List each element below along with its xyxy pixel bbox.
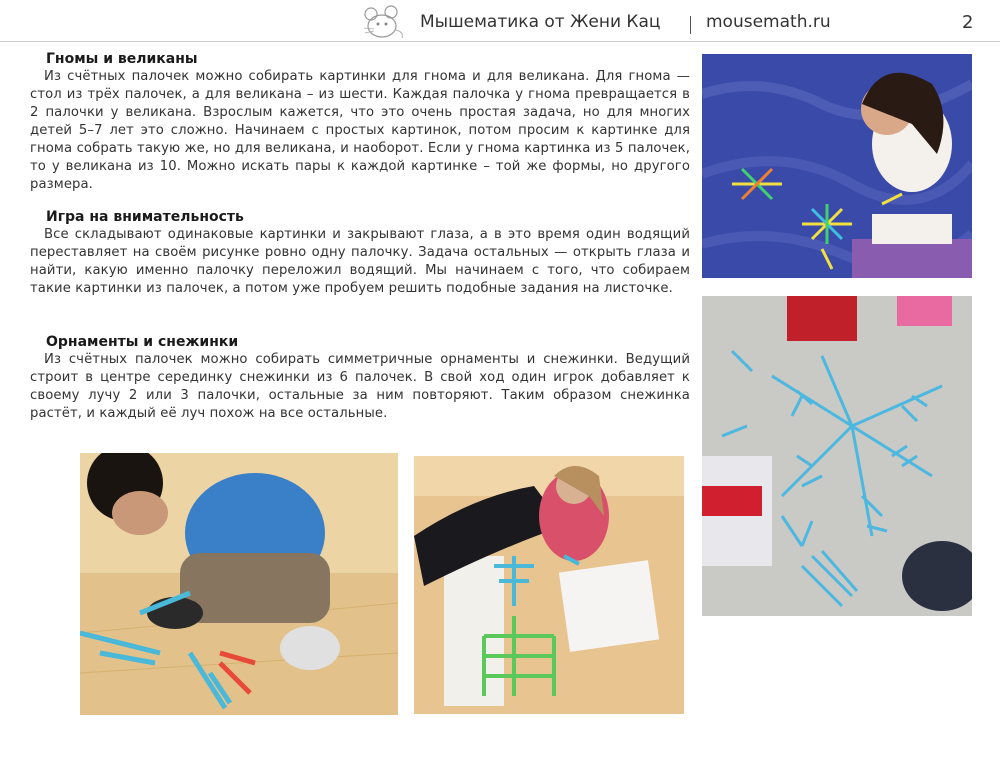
section-heading: Игра на внимательность (46, 209, 244, 225)
header-title: Мышематика от Жени Кац (420, 12, 661, 32)
section-paragraph: Из счётных палочек можно собирать картинки для гнома и для великана. Для гнома — стол из трёх палочек, а для великана – из шести. Каждая палочка у гнома превращается в 2 палочки у великана. Взрослым кажется, что это очень простая задача, но для многих детей 5–7 лет это сложно. Начинаем с простых картинок, потом просим к картинке для гнома собрать такую же, но для великана, и наоборот. Если у гнома картинка из 5 палочек, то у великана из 10. Можно искать пары к каждой картинке – той же формы, но другого размера. (30, 69, 690, 192)
section-text (30, 351, 690, 423)
header-separator (690, 16, 705, 34)
photo-girl-green-sticks (414, 456, 684, 714)
section-heading: Орнаменты и снежинки (46, 334, 239, 350)
section-heading: Гномы и великаны (46, 51, 198, 67)
header-site: mousemath.ru (706, 12, 831, 32)
section-paragraph: Из счётных палочек можно собирать симметричные орнаменты и снежинки. Ведущий строит в центре серединку снежинки из 6 палочек. В свой ход один игрок добавляет к своему лучу 2 или 3 палочки, остальные за ним повторяют. Таким образом снежинка растёт, и каждый её луч похож на все остальные. (30, 352, 690, 421)
section-ornaments-snowflakes (30, 333, 690, 423)
section-gnomes-giants (30, 50, 690, 194)
photo-snowflake-floor (702, 296, 972, 616)
photo-girl-on-carpet (702, 54, 972, 278)
page-number: 2 (962, 12, 974, 33)
mouse-mascot-icon (356, 2, 408, 40)
section-attention-game (30, 208, 690, 298)
section-text (30, 68, 690, 194)
page-header (0, 0, 1000, 40)
section-text (30, 226, 690, 298)
section-paragraph: Все складывают одинаковые картинки и закрывают глаза, а в это время один водящий переставляет на своём рисунке ровно одну палочку. Задача остальных — открыть глаза и найти, какую именно палочку переложил водящий. Мы начинаем с того, что собираем такие картинки из палочек, а потом уже пробуем решить подобные задания на листочке. (30, 227, 690, 296)
photo-boy-with-sticks (80, 453, 398, 715)
header-divider (0, 41, 1000, 42)
